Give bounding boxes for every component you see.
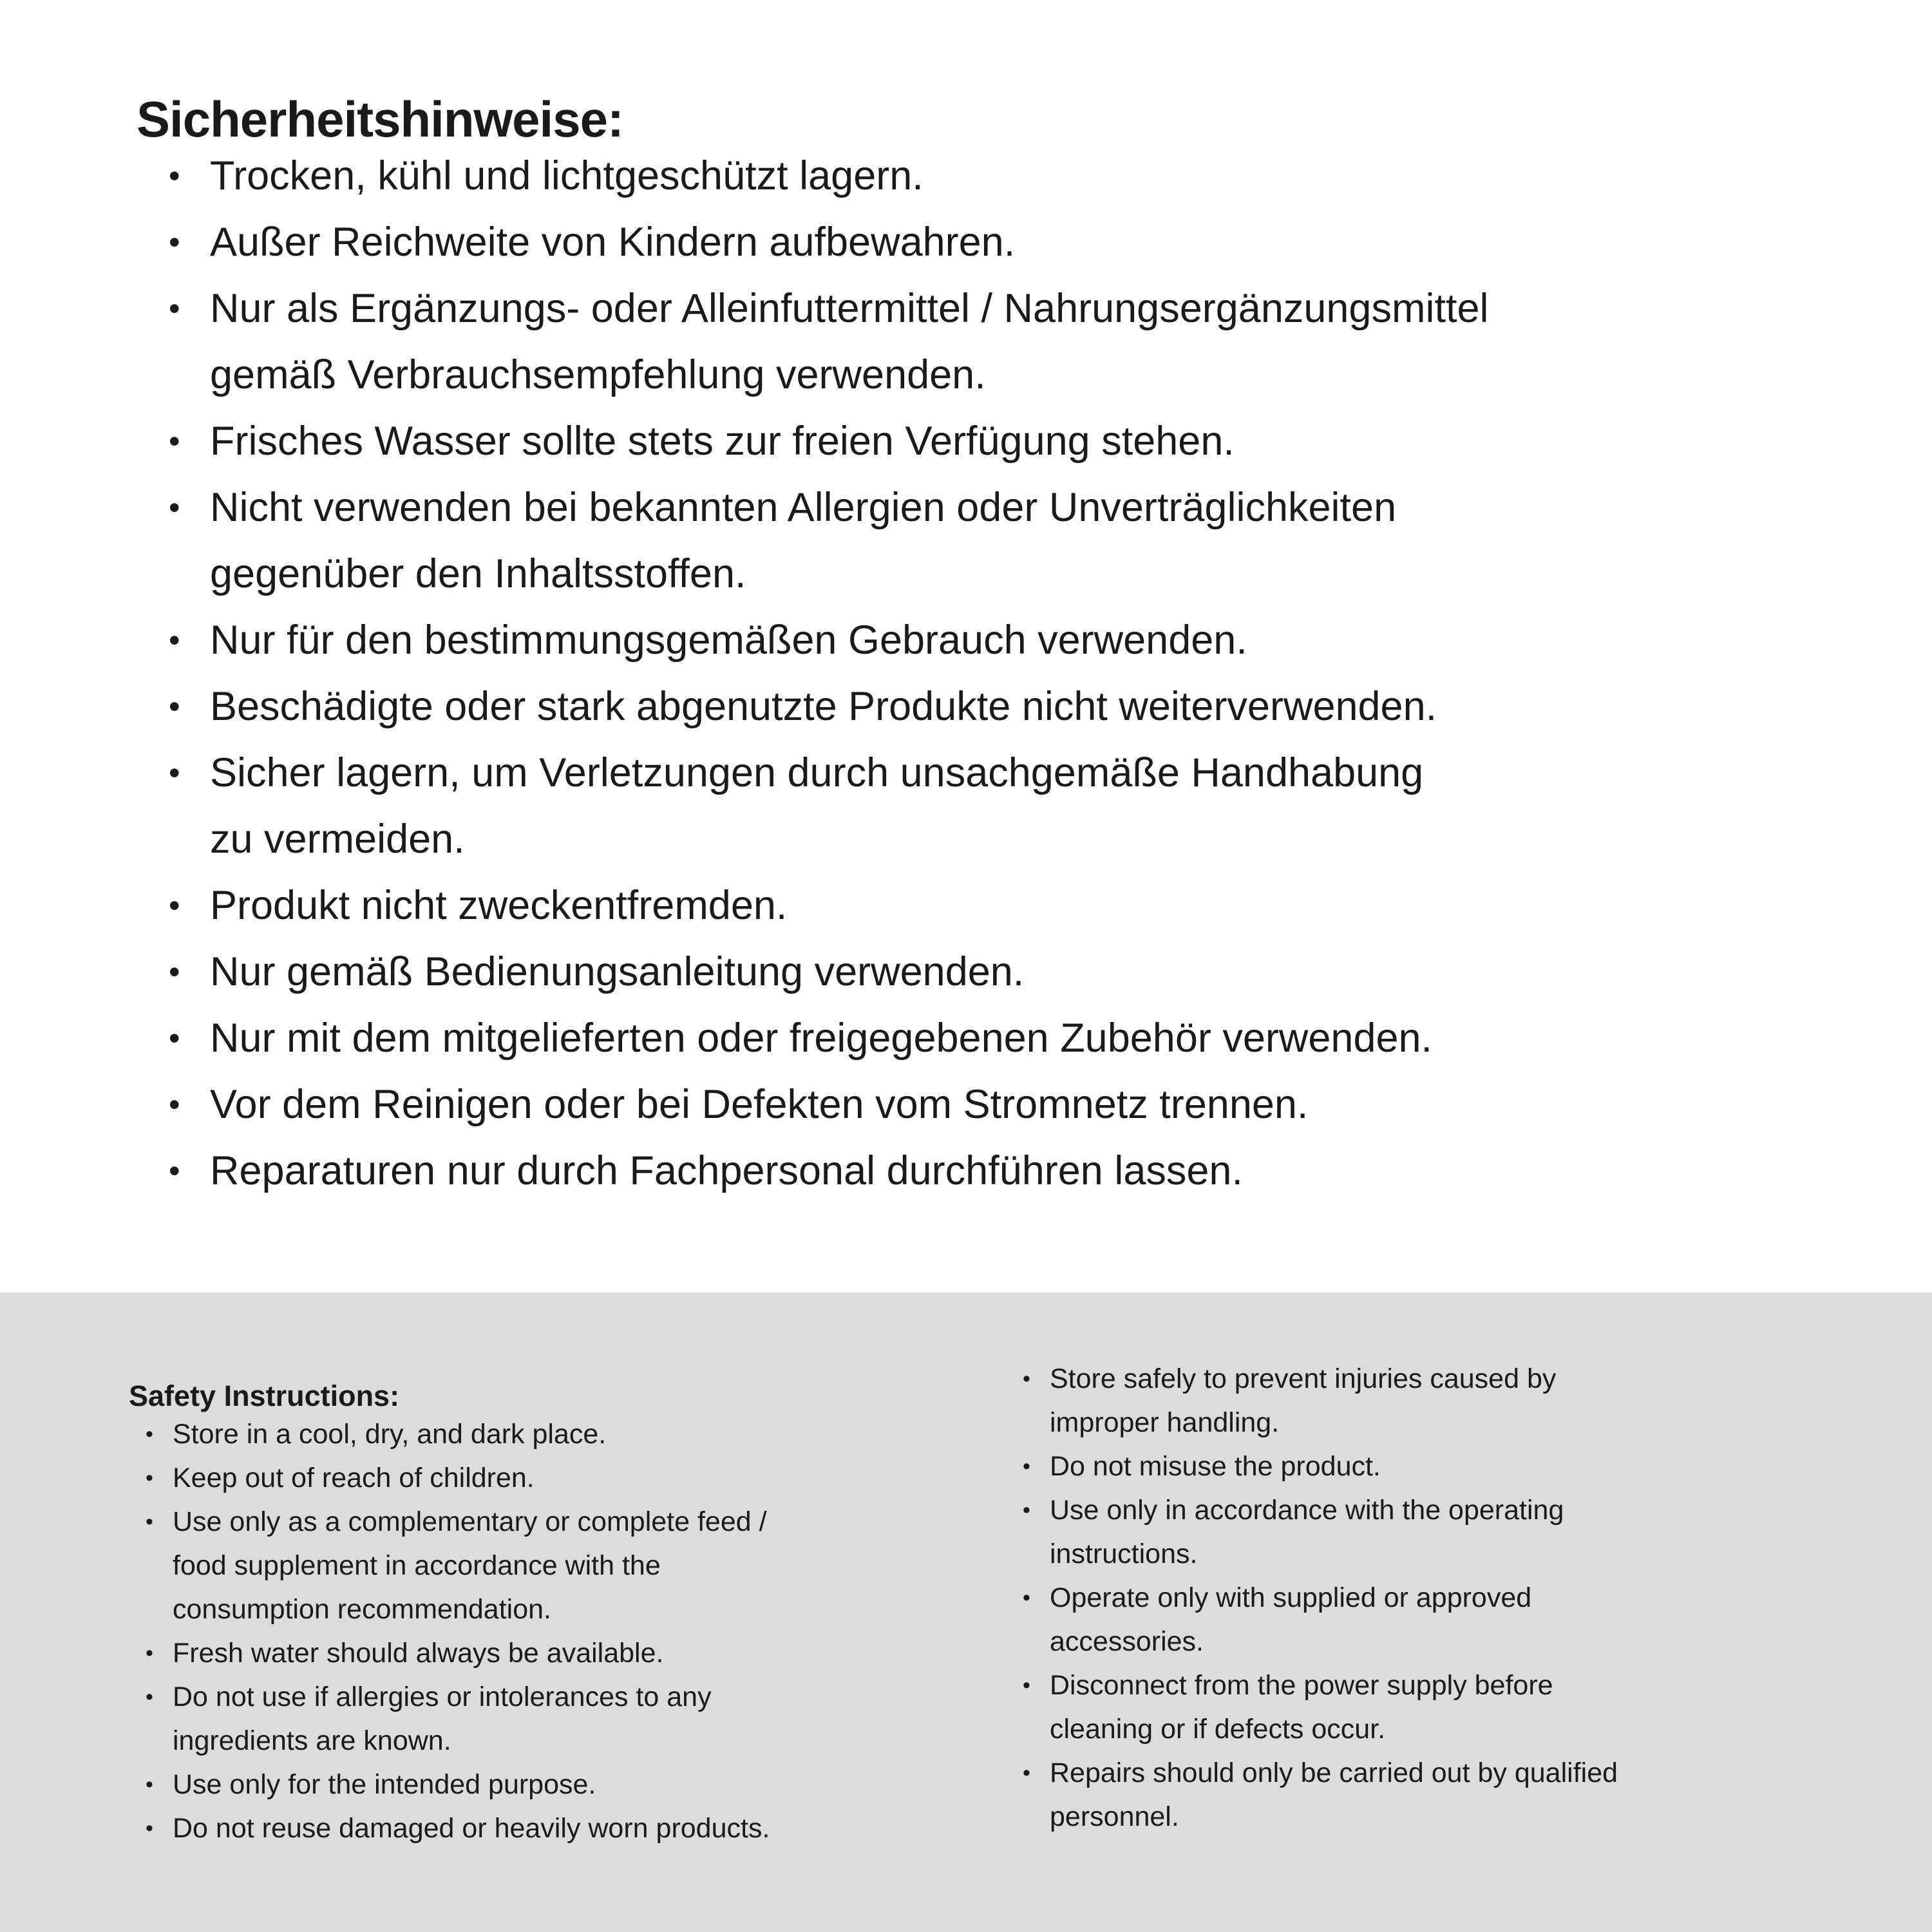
item-text: Do not use if allergies or intolerances to any [173,1681,712,1712]
list-item [146,1500,1009,1631]
list-item [169,408,1488,475]
english-section [0,1293,1932,1932]
list-item [169,475,1488,607]
item-text: Operate only with supplied or approved [1050,1582,1532,1613]
list-item [1023,1357,1899,1444]
item-text: zu vermeiden. [210,817,465,862]
list-item [169,143,1488,209]
item-text: instructions. [1050,1539,1198,1569]
item-text: Nicht verwenden bei bekannten Allergien oder Unverträglichkeiten [210,485,1397,530]
bullet-icon: • [146,1685,153,1709]
bullet-icon: • [1023,1498,1030,1522]
bullet-icon: • [169,887,180,923]
english-list-right-column [1023,1357,1899,1839]
item-text: food supplement in accordance with the [173,1550,661,1581]
item-text: Nur gemäß Bedienungsanleitung verwenden. [210,949,1025,994]
list-item [169,674,1488,740]
item-text: Do not reuse damaged or heavily worn products. [173,1813,770,1844]
item-text: Produkt nicht zweckentfremden. [210,883,788,928]
bullet-icon: • [146,1641,153,1665]
german-instruction-list [169,143,1488,1204]
item-text: Use only as a complementary or complete feed / [173,1506,767,1537]
bullet-icon: • [169,290,180,327]
list-item [1023,1444,1899,1488]
bullet-icon: • [169,224,180,260]
bullet-icon: • [169,489,180,526]
item-text: Fresh water should always be available. [173,1638,664,1669]
item-text: Frisches Wasser sollte stets zur freien Verfügung stehen. [210,419,1235,464]
list-item [146,1412,1009,1456]
list-item [146,1456,1009,1500]
list-item [1023,1663,1899,1751]
item-text: Trocken, kühl und lichtgeschützt lagern. [210,153,923,198]
item-text: consumption recommendation. [173,1594,551,1625]
item-text: Nur für den bestimmungsgemäßen Gebrauch verwenden. [210,618,1247,663]
bullet-icon: • [1023,1454,1030,1479]
item-text: gemäß Verbrauchsempfehlung verwenden. [210,352,986,397]
list-item [169,209,1488,276]
list-item [169,873,1488,939]
item-text: Vor dem Reinigen oder bei Defekten vom Stromnetz trennen. [210,1082,1309,1127]
list-item [1023,1751,1899,1839]
list-item [146,1763,1009,1806]
bullet-icon: • [1023,1673,1030,1698]
bullet-icon: • [146,1422,153,1446]
item-text: Repairs should only be carried out by qualified [1050,1757,1618,1788]
list-item [169,1005,1488,1072]
list-item [169,1138,1488,1204]
item-text: Außer Reichweite von Kindern aufbewahren. [210,220,1016,265]
item-text: Use only in accordance with the operating [1050,1495,1564,1526]
list-item [169,607,1488,674]
english-list-left-column [146,1412,1009,1850]
list-item [169,1072,1488,1138]
item-text: Disconnect from the power supply before [1050,1670,1553,1701]
bullet-icon: • [169,1153,180,1189]
item-text: improper handling. [1050,1407,1280,1438]
german-title: Sicherheitshinweise: [137,91,623,148]
list-item [1023,1576,1899,1663]
bullet-icon: • [169,688,180,724]
list-item [146,1631,1009,1675]
list-item [146,1806,1009,1850]
item-text: Reparaturen nur durch Fachpersonal durchführen lassen. [210,1148,1243,1193]
item-text: Store in a cool, dry, and dark place. [173,1419,607,1450]
bullet-icon: • [169,622,180,658]
bullet-icon: • [146,1772,153,1797]
list-item [146,1675,1009,1763]
list-item [169,939,1488,1005]
bullet-icon: • [169,158,180,194]
item-text: Nur mit dem mitgelieferten oder freigegebenen Zubehör verwenden. [210,1016,1433,1061]
item-text: Beschädigte oder stark abgenutzte Produkte nicht weiterverwenden. [210,684,1437,729]
item-text: Do not misuse the product. [1050,1451,1381,1482]
bullet-icon: • [1023,1761,1030,1785]
list-item [1023,1488,1899,1576]
bullet-icon: • [169,423,180,459]
item-text: personnel. [1050,1801,1179,1832]
bullet-icon: • [169,1020,180,1056]
item-text: Sicher lagern, um Verletzungen durch unsachgemäße Handhabung [210,750,1424,795]
bullet-icon: • [1023,1586,1030,1610]
bullet-icon: • [169,755,180,791]
item-text: cleaning or if defects occur. [1050,1714,1386,1745]
bullet-icon: • [146,1510,153,1534]
bullet-icon: • [146,1466,153,1490]
item-text: Nur als Ergänzungs- oder Alleinfuttermittel / Nahrungsergänzungsmittel [210,286,1489,331]
item-text: Keep out of reach of children. [173,1463,535,1493]
bullet-icon: • [169,954,180,990]
list-item [169,740,1488,873]
item-text: accessories. [1050,1626,1204,1657]
english-title: Safety Instructions: [129,1379,400,1413]
item-text: Use only for the intended purpose. [173,1769,596,1800]
item-text: Store safely to prevent injuries caused by [1050,1363,1557,1394]
bullet-icon: • [146,1816,153,1841]
bullet-icon: • [169,1086,180,1122]
list-item [169,276,1488,408]
item-text: ingredients are known. [173,1725,451,1756]
item-text: gegenüber den Inhaltsstoffen. [210,551,746,596]
bullet-icon: • [1023,1367,1030,1391]
